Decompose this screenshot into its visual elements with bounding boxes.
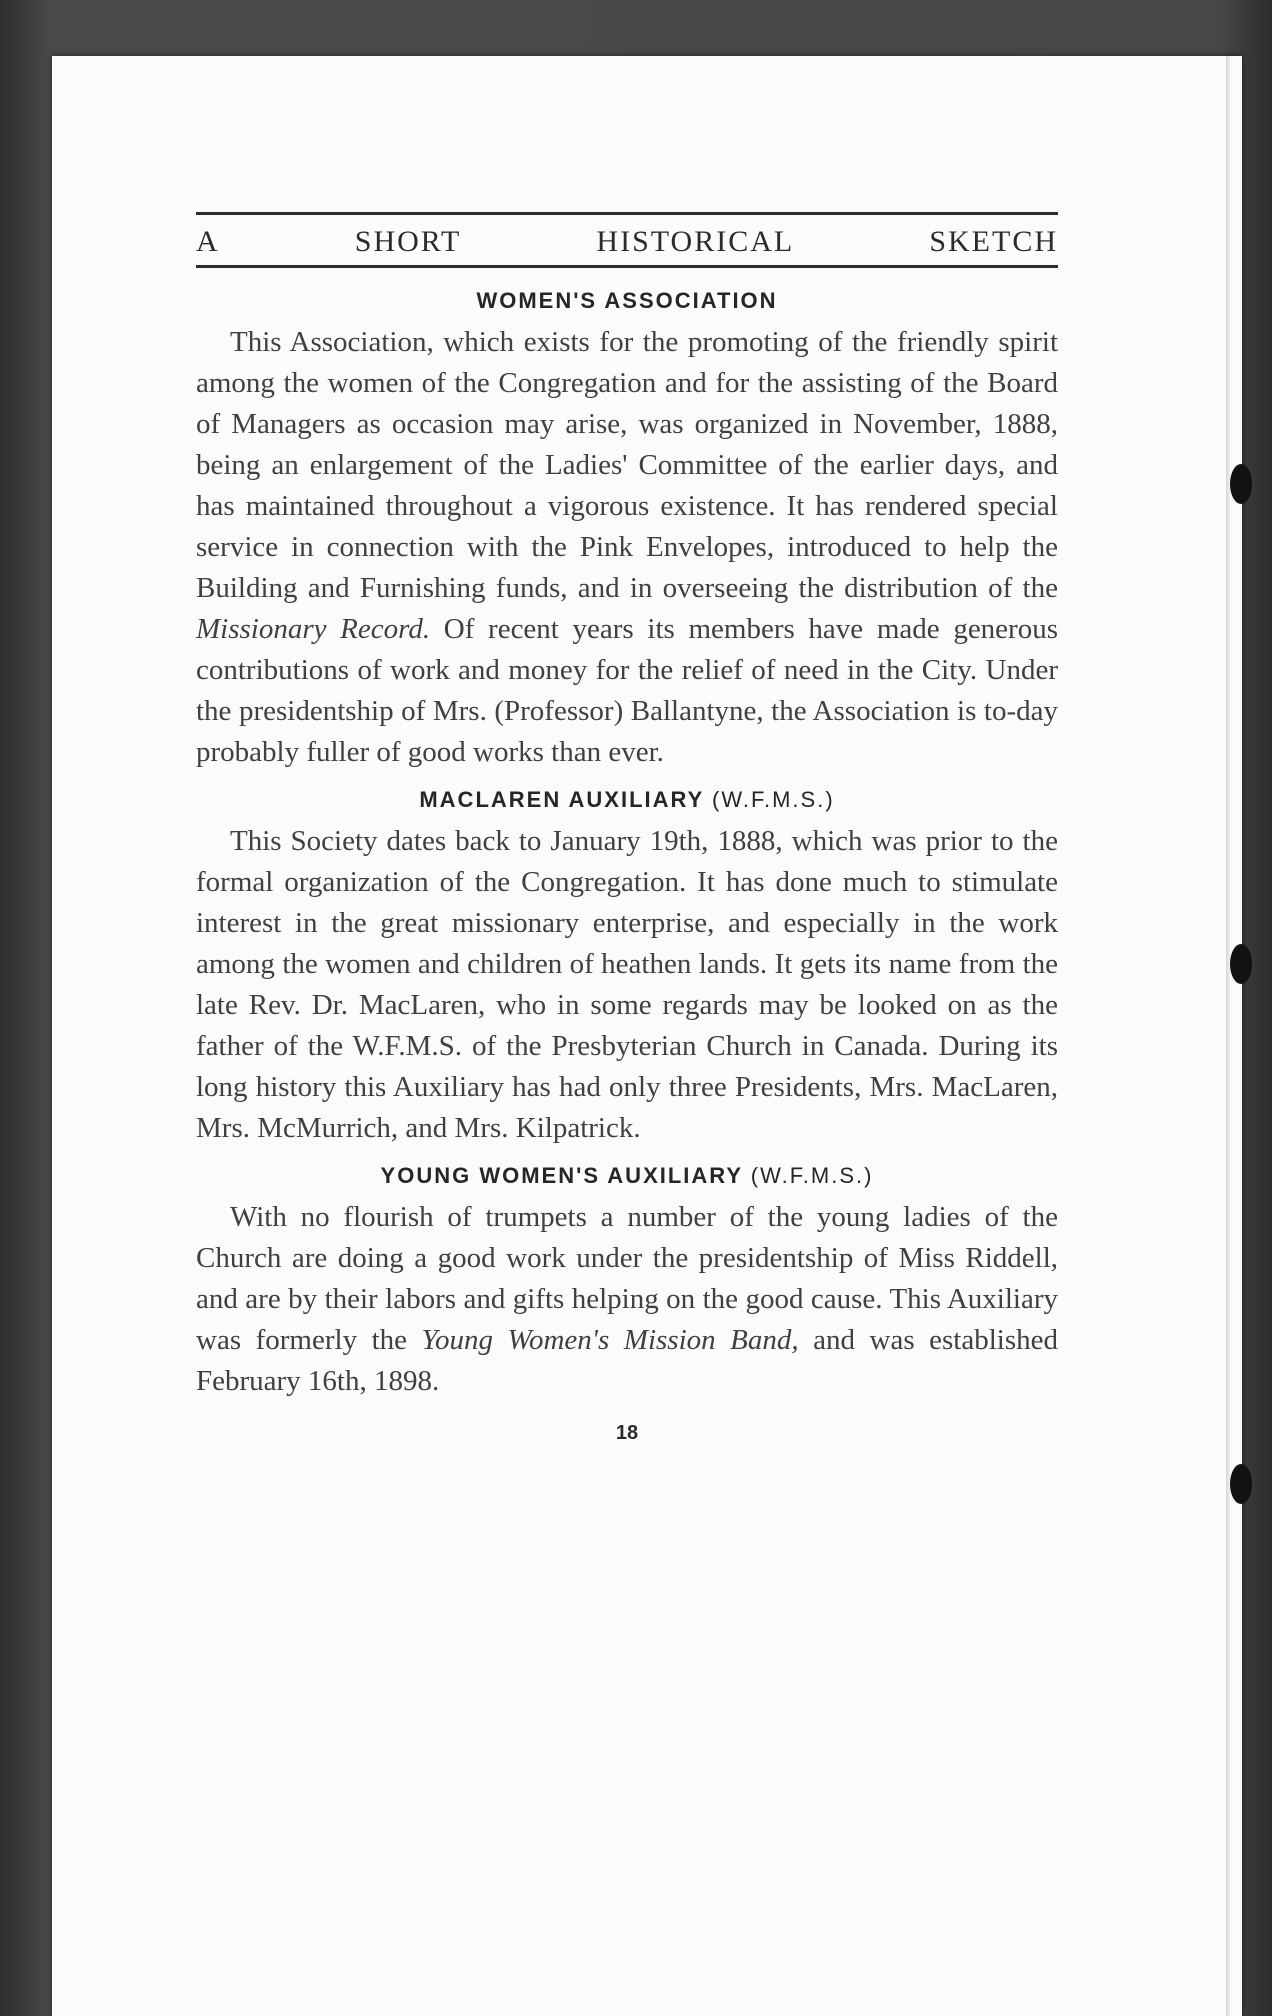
section-young-womens-auxiliary (196, 1163, 1058, 1402)
binding-hole-middle (1230, 944, 1252, 984)
page-content (196, 212, 1058, 1445)
page-number: 18 (615, 1422, 639, 1444)
section-heading-abbrev: (W.F.M.S.) (750, 1163, 874, 1188)
running-head-word: SHORT (354, 225, 462, 258)
running-head (196, 212, 1058, 268)
paragraph-text: This Association, which exists for the promoting of the friendly spirit among the women of the Congregation and for the assisting of the Board of Managers as occasion may arise, was organized in November, 1888, being an enlargement of the Ladies' Committee of the earlier days, and has maintained throughout a vigorous existence. It has rendered special service in connection with the Pink Envelopes, introduced to help the Building and Furnishing funds, and in overseeing the distribution of the (196, 326, 1058, 604)
section-heading-abbrev: (W.F.M.S.) (712, 787, 835, 812)
paragraph-text: With no flourish of trumpets a number of the young ladies of the Church are doing a good work under the presidentship of Miss Riddell, and are by their labors and gifts helping on the good cause. This Auxiliary was formerly the (196, 1201, 1058, 1356)
section-heading (196, 1163, 1058, 1189)
binding-hole-top (1230, 464, 1252, 504)
section-womens-association (196, 288, 1058, 773)
running-head-word: A (196, 225, 220, 258)
section-paragraph (196, 1197, 1058, 1402)
binding-hole-bottom (1230, 1464, 1252, 1504)
section-paragraph (196, 821, 1058, 1149)
italic-title: Young Women's Mission Band, (421, 1324, 799, 1356)
section-maclaren-auxiliary (196, 787, 1058, 1149)
section-heading (196, 787, 1058, 813)
paragraph-text: Of recent years its members have made generous contributions of work and money for the relief of need in the City. Under the presidentship of Mrs. (Professor) Ballantyne, the Association is to-day probably fuller of good works than ever. (196, 613, 1058, 768)
italic-title: Missionary Record. (196, 613, 431, 645)
running-head-word: SKETCH (929, 225, 1058, 258)
running-head-word: HISTORICAL (596, 225, 795, 258)
page-edge (1226, 56, 1230, 2016)
section-heading (196, 288, 1058, 314)
paragraph-text: This Society dates back to January 19th, 1888, which was prior to the formal organization of the Congregation. It has done much to stimulate interest in the great missionary enterprise, and especially in the work among the women and children of heathen lands. It gets its name from the late Rev. Dr. MacLaren, who in some regards may be looked on as the father of the W.F.M.S. of the Presbyterian Church in Canada. During its long history this Auxiliary has had only three Presidents, Mrs. MacLaren, Mrs. McMurrich, and Mrs. Kilpatrick. (196, 825, 1058, 1144)
paragraph-text: and was established February 16th, 1898. (196, 1324, 1058, 1397)
section-heading-text: WOMEN'S ASSOCIATION (476, 288, 778, 313)
section-heading-text: YOUNG WOMEN'S AUXILIARY (380, 1163, 743, 1188)
section-heading-text: MACLAREN AUXILIARY (419, 787, 704, 812)
section-paragraph (196, 322, 1058, 773)
